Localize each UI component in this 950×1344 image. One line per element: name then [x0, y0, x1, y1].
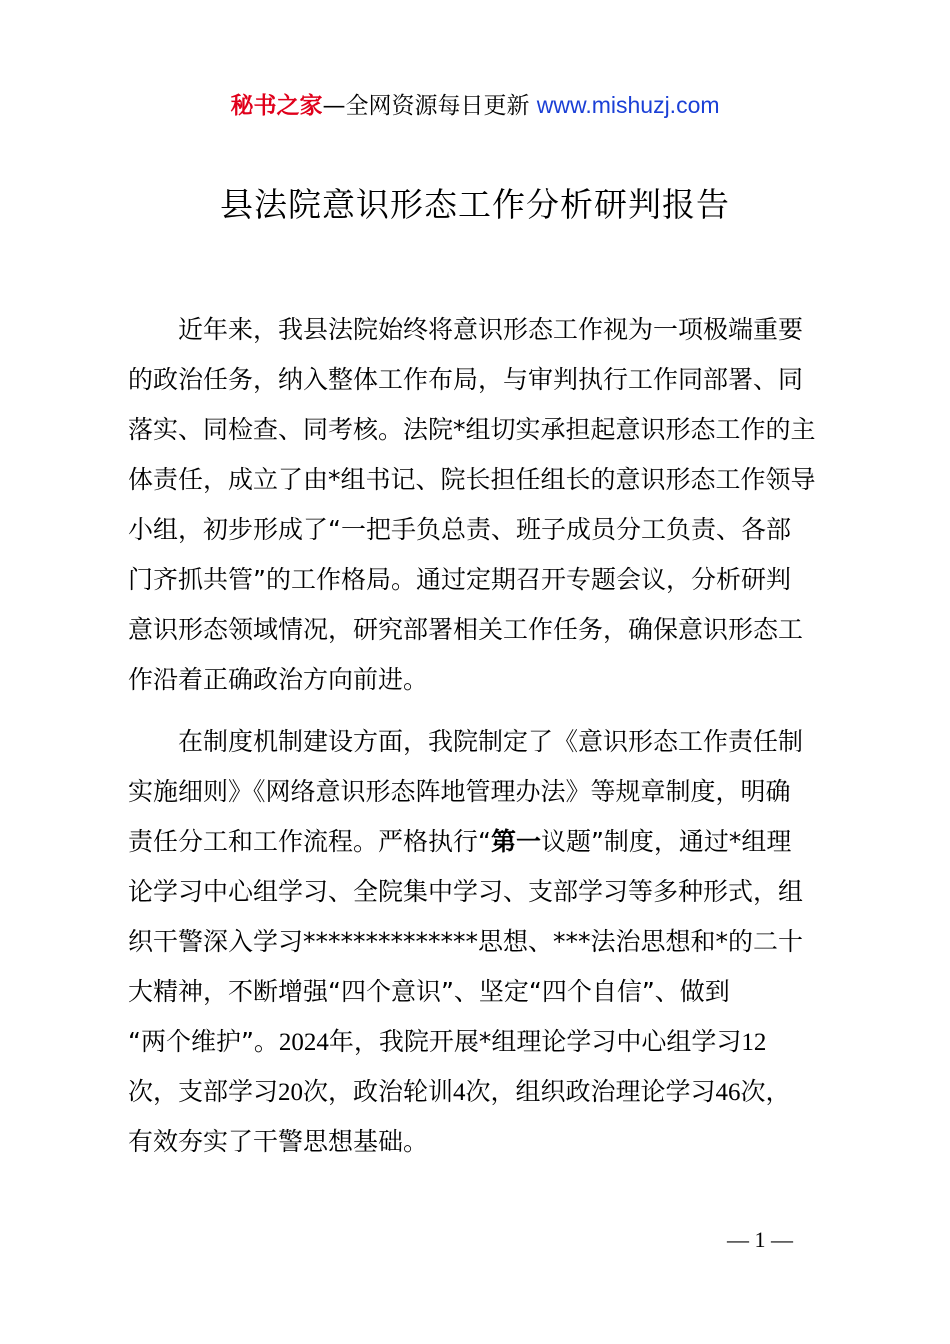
line-8-text-d: 次， — [740, 1077, 791, 1106]
training-count: 4 — [453, 1079, 466, 1106]
paragraph-2-line-8 — [128, 1074, 858, 1111]
document-title: 县法院意识形态工作分析研判报告 — [220, 185, 730, 224]
paragraph-1-line-2: 的政治任务，纳入整体工作布局，与审判执行工作同部署、同 — [128, 365, 804, 394]
bold-emphasis: 第一 — [490, 827, 541, 856]
line-8-text-b: 次，政治轮训 — [303, 1077, 454, 1106]
paragraph-2-line-7 — [128, 1024, 858, 1061]
paragraph-2-line-6: 大精神，不断增强“四个意识”、坚定“四个自信”、做到 — [128, 977, 730, 1006]
paragraph-1-line-4: 体责任，成立了由*组书记、院长担任组长的意识形态工作领导 — [128, 465, 816, 494]
site-tagline: 全网资源每日更新 — [345, 93, 530, 119]
paragraph-2-line-9: 有效夯实了干警思想基础。 — [128, 1127, 429, 1156]
paragraph-2-line-2: 实施细则》《网络意识形态阵地管理办法》等规章制度，明确 — [128, 777, 791, 806]
paragraph-1-line-5: 小组，初步形成了“一把手负总责、班子成员分工负责、各部 — [128, 515, 791, 544]
site-url-link[interactable]: www.mishuzj.com — [536, 92, 720, 118]
line-8-text-c: 次，组织政治理论学习 — [465, 1077, 716, 1106]
site-brand: 秘书之家 — [230, 93, 323, 119]
paragraph-1-line-3: 落实、同检查、同考核。法院*组切实承担起意识形态工作的主 — [128, 415, 816, 444]
study-count: 12 — [741, 1029, 767, 1056]
paragraph-1-line-8: 作沿着正确政治方向前进。 — [128, 665, 429, 694]
paragraph-2-line-3 — [128, 824, 858, 860]
line-7-text-a: “两个维护”。 — [128, 1027, 279, 1056]
line-3-text-after: 议题”制度，通过*组理 — [540, 827, 792, 856]
line-3-text-before: 责任分工和工作流程。严格执行“ — [128, 827, 491, 856]
year-number: 2024 — [278, 1029, 329, 1056]
line-8-text-a: 次，支部学习 — [128, 1077, 279, 1106]
theory-study-count: 46 — [715, 1079, 741, 1106]
paragraph-2-line-5: 织干警深入学习**************思想、***法治思想和*的二十 — [128, 927, 804, 956]
header-separator: — — [322, 93, 346, 119]
paragraph-1-line-1: 近年来，我县法院始终将意识形态工作视为一项极端重要 — [178, 315, 804, 344]
page-number: — 1 — — [727, 1227, 793, 1252]
paragraph-1-line-7: 意识形态领域情况，研究部署相关工作任务，确保意识形态工 — [128, 615, 804, 644]
site-header — [0, 88, 950, 123]
paragraph-2-line-4: 论学习中心组学习、全院集中学习、支部学习等多种形式，组 — [128, 877, 804, 906]
branch-study-count: 20 — [278, 1079, 304, 1106]
paragraph-1-line-6: 门齐抓共管”的工作格局。通过定期召开专题会议，分析研判 — [128, 565, 791, 594]
paragraph-2-line-1: 在制度机制建设方面，我院制定了《意识形态工作责任制 — [178, 727, 804, 756]
line-7-text-b: 年，我院开展*组理论学习中心组学习 — [328, 1027, 742, 1056]
